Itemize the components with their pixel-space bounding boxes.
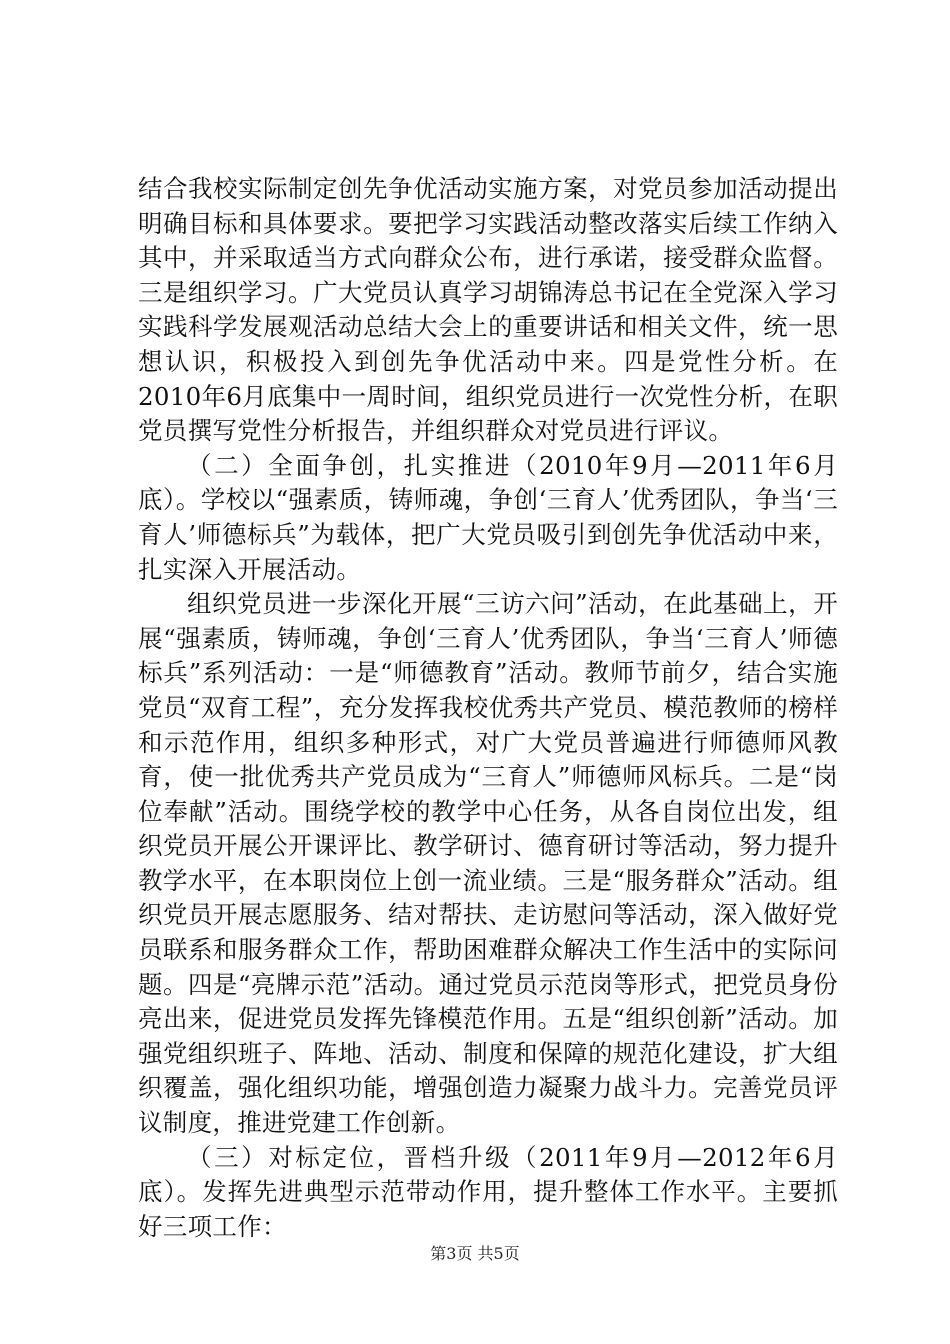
paragraph-activities: 组织党员进一步深化开展“三访六问”活动，在此基础上，开展“强素质，铸师魂，争创‘三育人’优秀团队，争当‘三育人’师德标兵”系列活动：一是“师德教育”活动。教师节前夕，结合实施党员“双育工程”，充分发挥我校优秀共产党员、模范教师的榜样和示范作用，组织多种形式，对广大党员普遍进行师德师风教育，使一批优秀共产党员成为“三育人”师德师风标兵。二是“岗位奉献”活动。围绕学校的教学中心任务，从各自岗位出发，组织党员开展公开课评比、教学研讨、德育研讨等活动，努力提升教学水平，在本职岗位上创一流业绩。三是“服务群众”活动。组织党员开展志愿服务、结对帮扶、走访慰问等活动，深入做好党员联系和服务群众工作，帮助困难群众解决工作生活中的实际问题。四是“亮牌示范”活动。通过党员示范岗等形式，把党员身份亮出来，促进党员发挥先锋模范作用。五是“组织创新”活动。加强党组织班子、阵地、活动、制度和保障的规范化建设，扩大组织覆盖，强化组织功能，增强创造力凝聚力战斗力。完善党员评议制度，推进党建工作创新。 — [138, 589, 838, 1138]
body-text — [138, 172, 838, 1244]
paragraph-continuation: 结合我校实际制定创先争优活动实施方案，对党员参加活动提出明确目标和具体要求。要把学习实践活动整改落实后续工作纳入其中，并采取适当方式向群众公布，进行承诺，接受群众监督。三是组织学习。广大党员认真学习胡锦涛总书记在全党深入学习实践科学发展观活动总结大会上的重要讲话和相关文件，统一思想认识，积极投入到创先争优活动中来。四是党性分析。在2010年6月底集中一周时间，组织党员进行一次党性分析，在职党员撰写党性分析报告，并组织群众对党员进行评议。 — [138, 174, 838, 446]
page-footer — [0, 1244, 950, 1264]
paragraph-section-three: （三）对标定位，晋档升级（2011年9月—2012年6月底）。发挥先进典型示范带动作用，提升整体工作水平。主要抓好三项工作： — [138, 1142, 838, 1241]
page-number: 第3页 共5页 — [430, 1244, 520, 1263]
paragraph-section-two: （二）全面争创，扎实推进（2010年9月—2011年6月底）。学校以“强素质，铸师魂，争创‘三育人’优秀团队，争当‘三育人’师德标兵”为载体，把广大党员吸引到创先争优活动中来，扎实深入开展活动。 — [138, 450, 838, 584]
